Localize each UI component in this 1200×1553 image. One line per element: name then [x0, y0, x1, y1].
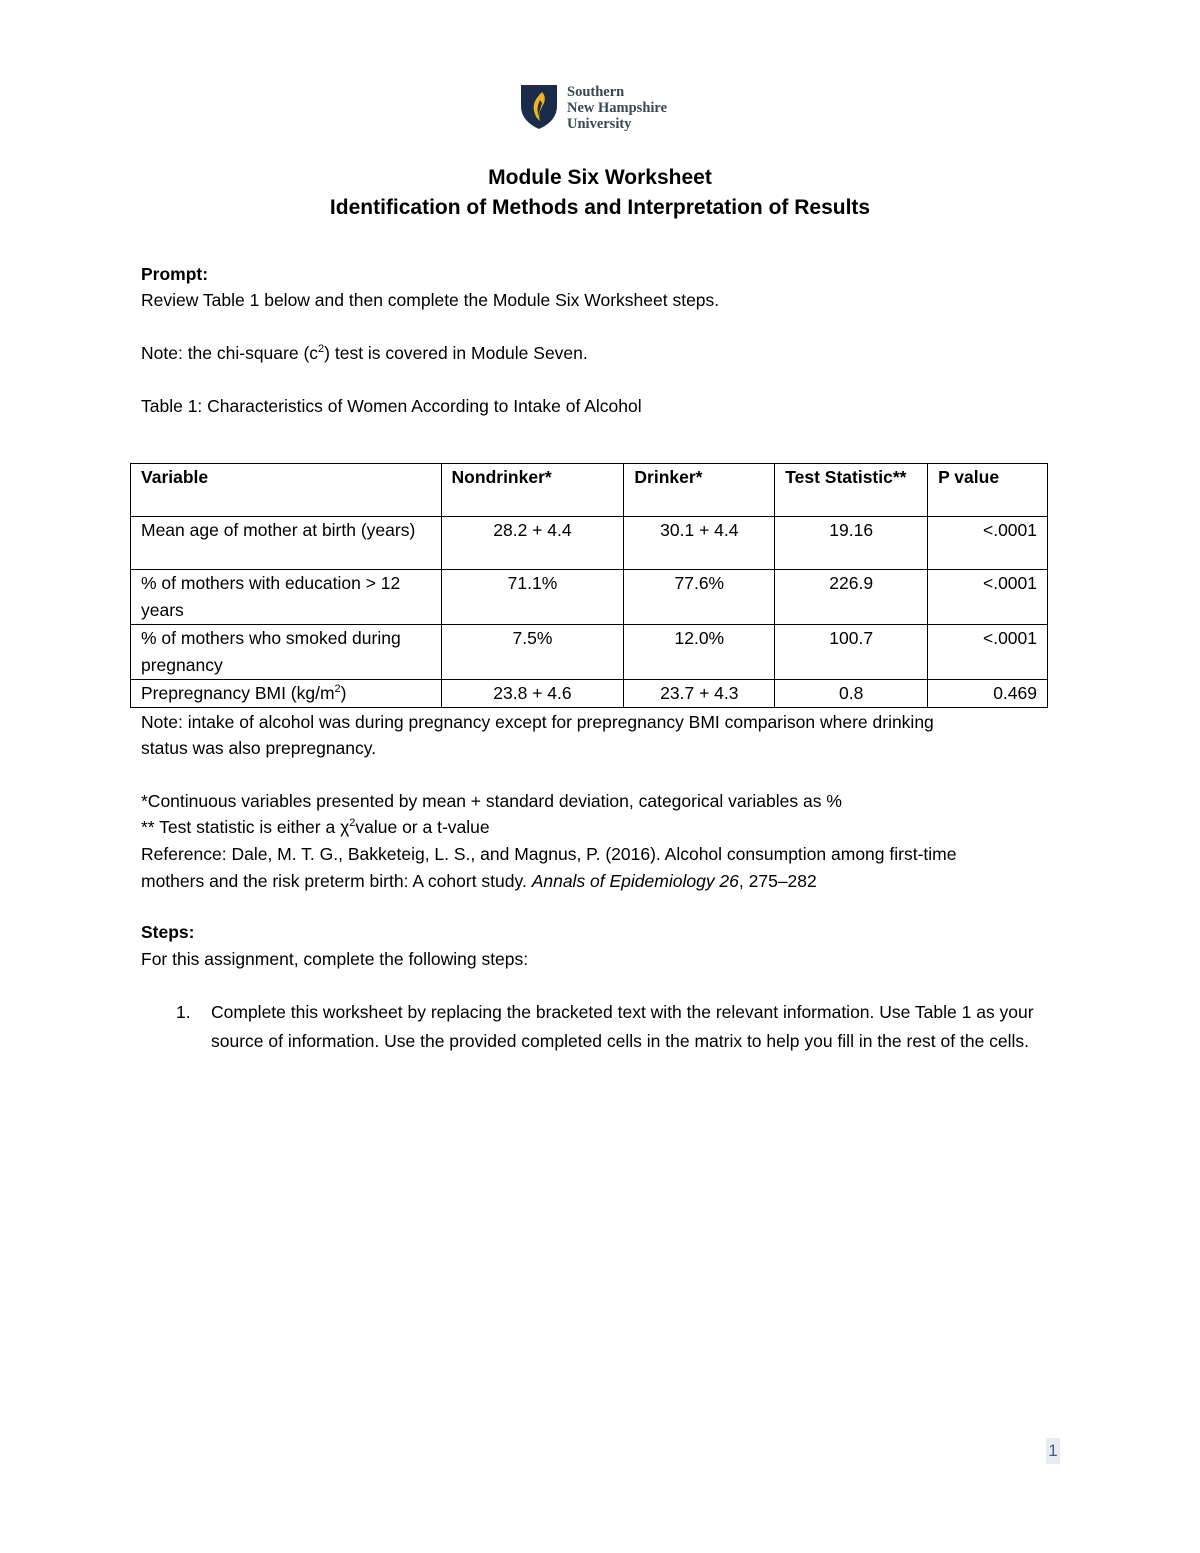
- footnote-2-sup: 2: [349, 817, 356, 830]
- footnote-1: *Continuous variables presented by mean + standard deviation, categorical variables as %: [141, 791, 842, 811]
- header-p-value: P value: [928, 464, 1048, 517]
- table-row: [131, 680, 1048, 708]
- cell-variable: % of mothers with education > 12 years: [131, 570, 442, 625]
- cell-drinker: 30.1 + 4.4: [624, 517, 775, 570]
- prompt-text: Review Table 1 below and then complete the Module Six Worksheet steps.: [141, 290, 720, 310]
- prompt-note-pre: Note: the chi-square (c: [141, 343, 319, 363]
- reference-journal: Annals of Epidemiology 26: [531, 871, 739, 891]
- cell-drinker: 23.7 + 4.3: [624, 680, 775, 708]
- footnote-2-post: value or a t-value: [355, 817, 490, 837]
- shield-logo-icon: [520, 84, 558, 130]
- cell-nondrinker: 71.1%: [441, 570, 624, 625]
- cell-variable-post: ): [340, 683, 347, 703]
- characteristics-table: [130, 463, 1048, 708]
- reference-text: mothers and the risk preterm birth: A cohort study.: [141, 871, 532, 891]
- header-drinker: Drinker*: [624, 464, 775, 517]
- table-row: [131, 625, 1048, 680]
- page-subtitle: Identification of Methods and Interpretation of Results: [329, 196, 871, 219]
- logo-line-2: New Hampshire: [567, 100, 668, 116]
- cell-nondrinker: 7.5%: [441, 625, 624, 680]
- cell-variable: % of mothers who smoked during pregnancy: [131, 625, 442, 680]
- logo-line-3: University: [567, 116, 632, 132]
- table-row: [131, 517, 1048, 570]
- prompt-note-sup: 2: [318, 343, 325, 356]
- steps-heading: Steps:: [141, 922, 195, 942]
- page-title: Module Six Worksheet: [488, 166, 712, 189]
- cell-nondrinker: 23.8 + 4.6: [441, 680, 624, 708]
- table-row: [131, 570, 1048, 625]
- cell-drinker: 77.6%: [624, 570, 775, 625]
- cell-p: <.0001: [928, 570, 1048, 625]
- cell-stat: 100.7: [775, 625, 928, 680]
- page-number: 1: [1046, 1438, 1060, 1464]
- cell-stat: 19.16: [775, 517, 928, 570]
- prompt-heading: Prompt:: [141, 264, 209, 284]
- header-test-statistic: Test Statistic**: [775, 464, 928, 517]
- prompt-note-post: ) test is covered in Module Seven.: [324, 343, 588, 363]
- cell-nondrinker: 28.2 + 4.4: [441, 517, 624, 570]
- cell-variable-pre: Prepregnancy BMI (kg/m: [141, 683, 335, 703]
- header-variable: Variable: [131, 464, 442, 517]
- cell-variable: Mean age of mother at birth (years): [131, 517, 442, 570]
- reference-pages: , 275–282: [738, 871, 817, 891]
- steps-intro: For this assignment, complete the following steps:: [141, 949, 529, 969]
- cell-p: <.0001: [928, 625, 1048, 680]
- footnote-2: [141, 814, 490, 840]
- cell-variable: [131, 680, 442, 708]
- footnote-2-pre: ** Test statistic is either a χ: [141, 817, 350, 837]
- reference-line-2: [141, 868, 817, 894]
- header-nondrinker: Nondrinker*: [441, 464, 624, 517]
- step-number: 1.: [176, 1002, 191, 1022]
- table-note-line-2: status was also prepregnancy.: [141, 738, 377, 758]
- table-caption: Table 1: Characteristics of Women According to Intake of Alcohol: [141, 396, 642, 416]
- reference-line-1: Reference: Dale, M. T. G., Bakketeig, L. S., and Magnus, P. (2016). Alcohol consumption among first-time: [141, 844, 957, 864]
- table-note-line-1: Note: intake of alcohol was during pregnancy except for prepregnancy BMI comparison where drinking: [141, 712, 934, 732]
- logo-line-1: Southern: [567, 84, 625, 100]
- cell-p: 0.469: [928, 680, 1048, 708]
- step-text: Complete this worksheet by replacing the bracketed text with the relevant information. Use Table 1 as your source of information. Use the provided completed cells in the matrix to help you fill in the rest of the cells.: [211, 1002, 1034, 1051]
- university-logo: [520, 84, 667, 132]
- prompt-note: [141, 340, 588, 366]
- cell-stat: 0.8: [775, 680, 928, 708]
- cell-variable-sup: 2: [334, 683, 341, 696]
- cell-drinker: 12.0%: [624, 625, 775, 680]
- table-header-row: [131, 464, 1048, 517]
- cell-p: <.0001: [928, 517, 1048, 570]
- cell-stat: 226.9: [775, 570, 928, 625]
- logo-wordmark: [567, 84, 667, 132]
